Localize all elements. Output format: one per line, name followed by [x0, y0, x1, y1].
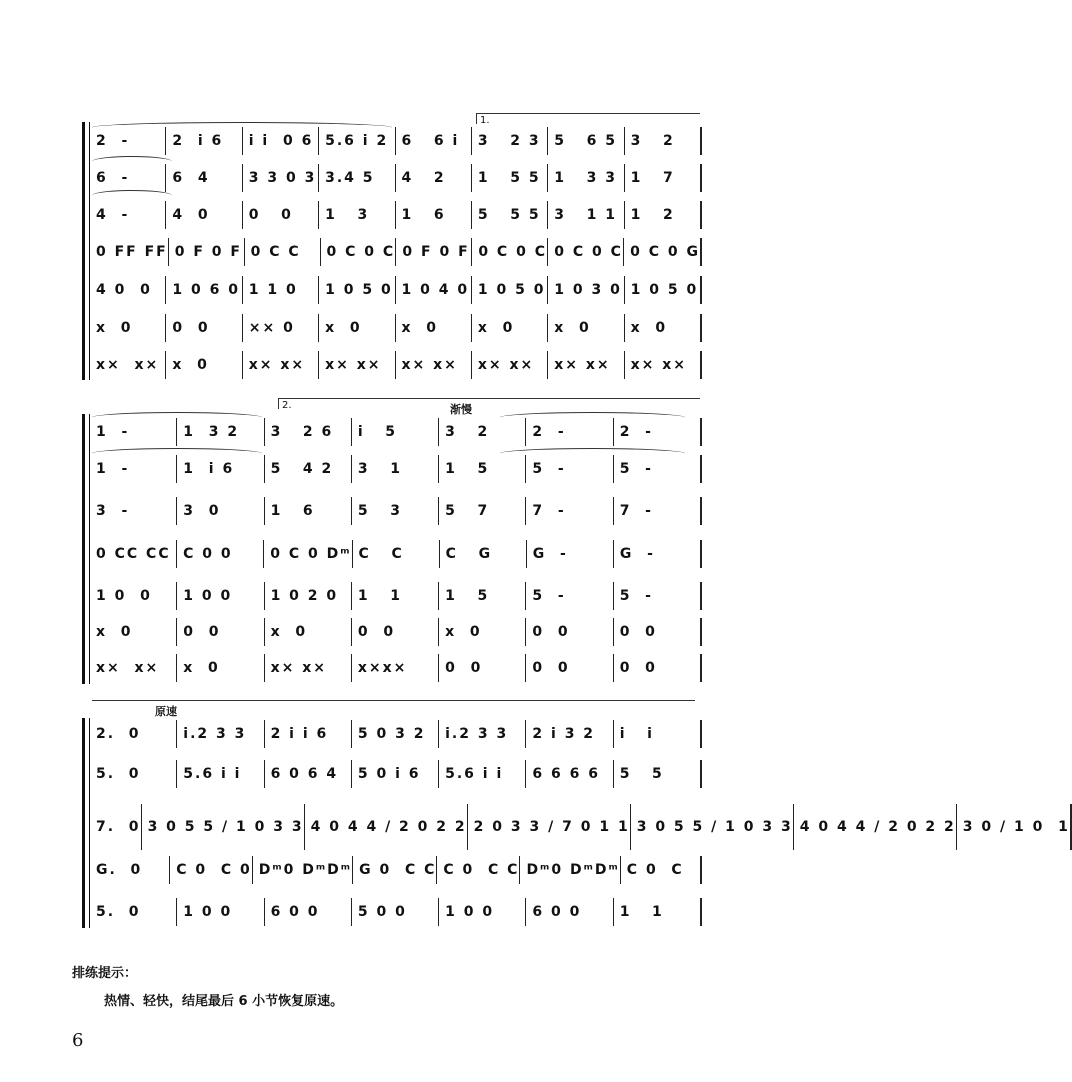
measure: 1 2 [625, 201, 702, 229]
measure: 5 5 5 [472, 201, 548, 229]
measure: 3 2 6 [265, 418, 352, 446]
measure: 1 0 5 0 [319, 276, 395, 304]
measure: i.2 3 3 [439, 720, 526, 748]
measure: 0 0 [166, 314, 242, 342]
staff-row [90, 351, 702, 379]
measure: G - [527, 540, 614, 568]
measure: 3 1 1 [548, 201, 624, 229]
staff-row [90, 804, 1070, 850]
measure: x 0 [319, 314, 395, 342]
measure: 3 - [90, 497, 177, 525]
measure: Dᵐ0 DᵐDᵐ [253, 856, 353, 884]
measure: 5 7 [439, 497, 526, 525]
measure: 0 0 [614, 654, 702, 682]
measure: x 0 [90, 314, 166, 342]
measure: 0 C C [245, 238, 321, 266]
measure: 3 2 [625, 127, 702, 155]
volta-label: 2. [282, 400, 292, 411]
measure: 1 5 [439, 582, 526, 610]
measure: 1 0 3 0 [548, 276, 624, 304]
measure: 6 0 0 [265, 898, 352, 926]
measure: 1 0 5 0 [472, 276, 548, 304]
measure: 1 5 5 [472, 164, 548, 192]
measure: 5.6 i 2 [319, 127, 395, 155]
measure: 2 0 3 3 / 7 0 1 1 [468, 804, 631, 850]
measure: x× x× [472, 351, 548, 379]
measure: 1 1 0 [243, 276, 319, 304]
measure: x×x× [352, 654, 439, 682]
measure: i i [614, 720, 702, 748]
measure: x× x× [319, 351, 395, 379]
rehearsal-tips-title: 排练提示： [72, 966, 138, 981]
measure: x 0 [265, 618, 352, 646]
measure: 1 1 [614, 898, 702, 926]
measure: x 0 [90, 618, 177, 646]
measure: 3 3 0 3 [243, 164, 319, 192]
measure: 2 i i 6 [265, 720, 352, 748]
measure: 2. 0 [90, 720, 177, 748]
tempo-marking: 原速 [155, 705, 177, 718]
measure: 1 1 [352, 582, 439, 610]
measure: 0 F 0 F [396, 238, 472, 266]
measure: 5 - [614, 582, 702, 610]
measure: 1 0 4 0 [396, 276, 472, 304]
measure: 0 0 [614, 618, 702, 646]
measure: 2 i 6 [166, 127, 242, 155]
volta-label: 1. [480, 115, 490, 126]
measure: 5 4 2 [265, 455, 352, 483]
measure: ×× 0 [243, 314, 319, 342]
measure: 5 6 5 [548, 127, 624, 155]
measure: G - [614, 540, 702, 568]
measure: 6 - [90, 164, 166, 192]
measure: 6 4 [166, 164, 242, 192]
measure: 1 - [90, 455, 177, 483]
measure: 2 - [526, 418, 613, 446]
measure: C 0 C [621, 856, 702, 884]
measure: 1 0 0 [90, 582, 177, 610]
volta-bracket [476, 113, 700, 124]
measure: 0 0 [177, 618, 264, 646]
measure: 1 3 2 [177, 418, 264, 446]
rehearsal-tips-text: 热情、轻快，结尾最后 6 小节恢复原速。 [104, 994, 344, 1009]
measure: 6 6 i [396, 127, 472, 155]
measure: 5 - [614, 455, 702, 483]
measure: 1 3 [319, 201, 395, 229]
measure: 2 - [90, 127, 166, 155]
measure: 3 2 3 [472, 127, 548, 155]
measure: 5. 0 [90, 760, 177, 788]
measure: 2 i 3 2 [526, 720, 613, 748]
staff-row [90, 540, 702, 568]
tempo-marking: 渐慢 [450, 403, 472, 416]
measure: i i 0 6 [243, 127, 319, 155]
measure: C 0 0 [177, 540, 264, 568]
measure: 3 1 [352, 455, 439, 483]
staff-row [90, 654, 702, 682]
system-bracket [82, 122, 85, 380]
measure: 6 0 0 [526, 898, 613, 926]
measure: 1 i 6 [177, 455, 264, 483]
measure: 6 6 6 6 [526, 760, 613, 788]
staff-row [90, 418, 702, 446]
measure: x× x× [243, 351, 319, 379]
measure: x 0 [177, 654, 264, 682]
measure: 1 0 0 [177, 582, 264, 610]
staff-row [90, 314, 702, 342]
measure: 2 - [614, 418, 702, 446]
measure: 1 0 2 0 [265, 582, 352, 610]
measure: 4 0 4 4 / 2 0 2 2 [794, 804, 957, 850]
measure: 0 C 0 Dᵐ [264, 540, 352, 568]
measure: 3 0 / 1 0 1 [957, 804, 1072, 850]
measure: 4 - [90, 201, 166, 229]
measure: 1 0 0 [439, 898, 526, 926]
measure: i.2 3 3 [177, 720, 264, 748]
staff-row [90, 164, 702, 192]
measure: 5 3 [352, 497, 439, 525]
staff-row [90, 720, 702, 748]
measure: 0 C 0 G [624, 238, 702, 266]
staff-row [90, 127, 702, 155]
system-bracket [82, 414, 85, 684]
measure: 0 0 [243, 201, 319, 229]
measure: 0 0 [439, 654, 526, 682]
measure: 3 0 [177, 497, 264, 525]
measure: 0 FF FF [90, 238, 169, 266]
measure: 3 0 5 5 / 1 0 3 3 [631, 804, 794, 850]
measure: 4 0 [166, 201, 242, 229]
measure: 5 - [526, 455, 613, 483]
measure: 0 F 0 F [169, 238, 245, 266]
system-bracket [82, 718, 85, 928]
measure: 1 0 0 [177, 898, 264, 926]
measure: x× x× [625, 351, 702, 379]
measure: 5 0 3 2 [352, 720, 439, 748]
measure: x 0 [625, 314, 702, 342]
measure: 6 0 6 4 [265, 760, 352, 788]
measure: x 0 [396, 314, 472, 342]
measure: C 0 C C [437, 856, 520, 884]
measure: 0 C 0 C [548, 238, 624, 266]
measure: x 0 [439, 618, 526, 646]
measure: 5 0 0 [352, 898, 439, 926]
measure: x 0 [548, 314, 624, 342]
measure: G 0 C C [353, 856, 437, 884]
staff-row [90, 856, 702, 884]
measure: 0 CC CC [90, 540, 177, 568]
measure: Dᵐ0 DᵐDᵐ [520, 856, 620, 884]
measure: 0 C 0 C [472, 238, 548, 266]
measure: x 0 [166, 351, 242, 379]
staff-row [90, 898, 702, 926]
staff-row [90, 455, 702, 483]
measure: 3 0 5 5 / 1 0 3 3 [142, 804, 305, 850]
measure: 3 2 [439, 418, 526, 446]
measure: 0 0 [526, 618, 613, 646]
measure: i 5 [352, 418, 439, 446]
measure: 5.6 i i [177, 760, 264, 788]
measure: 5 - [526, 582, 613, 610]
measure: 4 2 [396, 164, 472, 192]
staff-row [90, 618, 702, 646]
measure: 1 6 [396, 201, 472, 229]
measure: x× x× [265, 654, 352, 682]
staff-row [90, 276, 702, 304]
measure: 1 6 [265, 497, 352, 525]
measure: 0 0 [352, 618, 439, 646]
measure: 5 5 [614, 760, 702, 788]
measure: C C [353, 540, 440, 568]
measure: 4 0 0 [90, 276, 166, 304]
measure: 7 - [526, 497, 613, 525]
measure: 0 0 [526, 654, 613, 682]
staff-row [90, 238, 702, 266]
measure: x× x× [90, 654, 177, 682]
measure: x× x× [548, 351, 624, 379]
measure: 7 - [614, 497, 702, 525]
tempo-bracket [92, 700, 695, 711]
measure: 1 7 [625, 164, 702, 192]
measure: 1 5 [439, 455, 526, 483]
measure: 7. 0 [90, 804, 142, 850]
volta-bracket [278, 398, 700, 409]
measure: x× x× [396, 351, 472, 379]
measure: x× x× [90, 351, 166, 379]
measure: 1 0 6 0 [166, 276, 242, 304]
measure: 5 0 i 6 [352, 760, 439, 788]
measure: 1 3 3 [548, 164, 624, 192]
measure: 3.4 5 [319, 164, 395, 192]
measure: 1 0 5 0 [625, 276, 702, 304]
measure: C 0 C 0 [170, 856, 253, 884]
measure: x 0 [472, 314, 548, 342]
staff-row [90, 201, 702, 229]
staff-row [90, 497, 702, 525]
measure: 1 - [90, 418, 177, 446]
page-number: 6 [72, 1030, 84, 1051]
measure: G. 0 [90, 856, 170, 884]
measure: 0 C 0 C [321, 238, 397, 266]
staff-row [90, 582, 702, 610]
measure: C G [440, 540, 527, 568]
measure: 5. 0 [90, 898, 177, 926]
measure: 5.6 i i [439, 760, 526, 788]
measure: 4 0 4 4 / 2 0 2 2 [305, 804, 468, 850]
staff-row [90, 760, 702, 788]
